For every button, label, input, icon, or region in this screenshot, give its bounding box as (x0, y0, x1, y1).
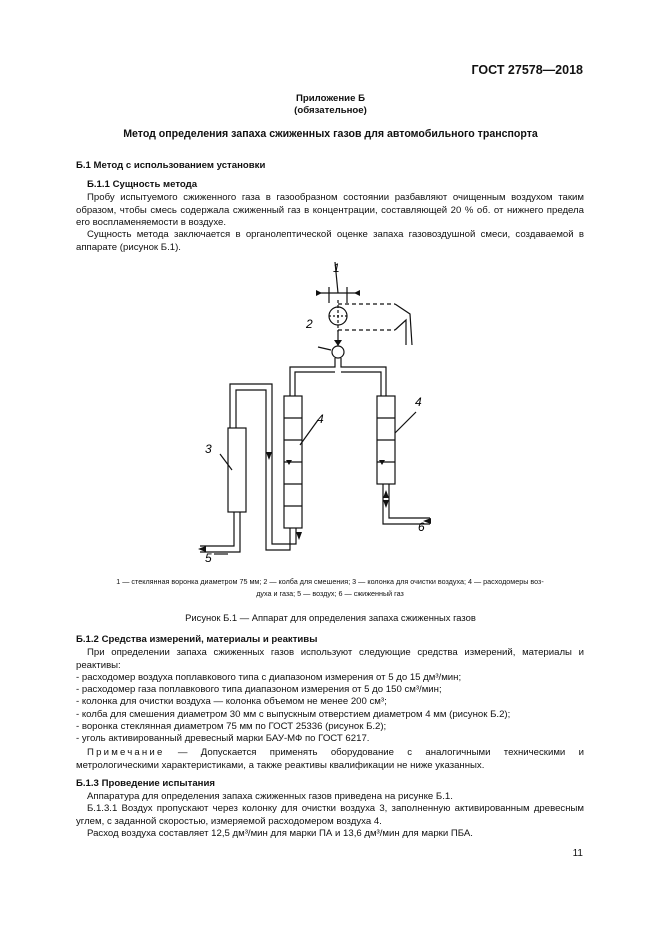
paragraph: Аппаратура для определения запаха сжиженных газов приведена на рисунке Б.1. (87, 791, 453, 802)
section-b12-title: Б.1.2 Средства измерений, материалы и реактивы (76, 634, 318, 645)
figure-caption: Рисунок Б.1 — Аппарат для определения запаха сжиженных газов (185, 612, 476, 623)
note-label: Примечание (87, 747, 165, 758)
list-item: - расходомер воздуха поплавкового типа с диапазоном измерения от 5 до 15 дм³/мин; (76, 672, 462, 683)
section-b1-title: Б.1 Метод с использованием установки (76, 160, 266, 171)
paragraph: При определении запаха сжиженных газов используют следующие средства измерений, материалы и реактивы: (76, 647, 584, 671)
list-item: - воронка стеклянная диаметром 75 мм по ГОСТ 25336 (рисунок Б.2); (76, 720, 387, 732)
list-item: - расходомер газа поплавкового типа диапазоном измерения от 5 до 150 см³/мин; (76, 684, 442, 696)
appendix-status: (обязательное) (294, 105, 367, 116)
label-4: 4 (415, 395, 422, 409)
mixing-flask (332, 346, 344, 358)
label-4: 4 (317, 412, 324, 426)
list-item: - уголь активированный древесный марки БАУ-МФ по ГОСТ 6217. (76, 733, 370, 745)
figure-legend-line-1: 1 — стеклянная воронка диаметром 75 мм; 2 — колба для смешения; 3 — колонка для очистки воздуха; 4 — расходомеры воз- (116, 577, 544, 586)
label-6: 6 (418, 520, 425, 534)
label-2: 2 (306, 317, 313, 331)
appendix-title: Приложение Б (296, 93, 365, 104)
label-1: 1 (333, 261, 340, 275)
standard-number: ГОСТ 27578—2018 (471, 63, 583, 77)
paragraph: Б.1.3.1 Воздух пропускают через колонку для очистки воздуха 3, заполненную активированным древесным углем, с заданной скоростью, измеряемой расходомером воздуха 4. (76, 803, 584, 827)
funnel-outlet (395, 304, 412, 345)
section-b13-title: Б.1.3 Проведение испытания (76, 778, 215, 789)
paragraph: Пробу испытуемого сжиженного газа в газообразном состоянии разбавляют очищенным воздухом таким образом, чтобы смесь содержала сжиженный газ в концентрации, составляющей 20 % об. от нижнего предела его воспламеняемости в воздухе. (76, 192, 584, 228)
note (76, 747, 584, 772)
label-3: 3 (205, 442, 212, 456)
section-b11-title: Б.1.1 Сущность метода (87, 179, 198, 190)
purification-column (228, 428, 246, 512)
paragraph: Сущность метода заключается в органолептической оценке запаха газовоздушной смеси, создаваемой в аппарате (рисунок Б.1). (76, 229, 584, 253)
materials-list (76, 672, 584, 745)
page-number: 11 (572, 848, 583, 859)
label-5: 5 (205, 551, 212, 565)
appendix-heading: Метод определения запаха сжиженных газов для автомобильного транспорта (123, 128, 538, 140)
paragraph: Расход воздуха составляет 12,5 дм³/мин для марки ПА и 13,6 дм³/мин для марки ПБА. (87, 828, 473, 839)
list-item: - колба для смешения диаметром 30 мм с выпускным отверстием диаметром 4 мм (рисунок Б.2); (76, 708, 511, 720)
figure-legend-line-2: духа и газа; 5 — воздух; 6 — сжиженный газ (256, 589, 404, 598)
note-text: — Допускается применять оборудование с аналогичными техническими и метрологическими характеристиками, а также реактивы квалификации не ниже указанных. (76, 747, 584, 771)
list-item: - колонка для очистки воздуха — колонка объемом не менее 200 см³; (76, 696, 387, 708)
